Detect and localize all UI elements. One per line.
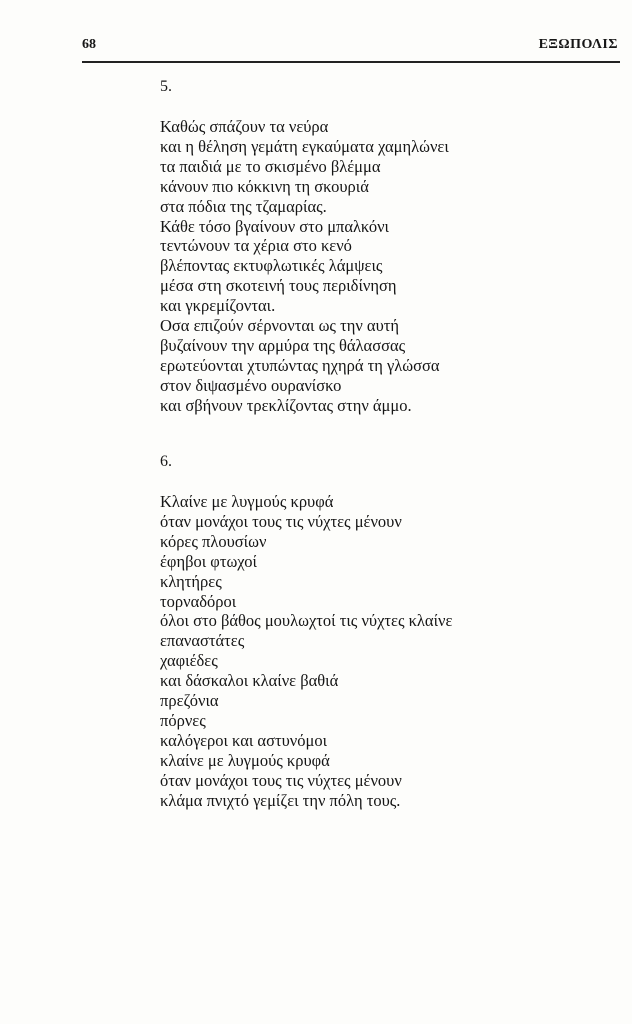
poem-line: όταν μονάχοι τους τις νύχτες μένουν (160, 511, 402, 531)
poem-line: κάνουν πιο κόκκινη τη σκουριά (160, 176, 369, 196)
poem-line: μέσα στη σκοτεινή τους περιδίνηση (160, 276, 397, 296)
poem-line: κόρες πλουσίων (160, 531, 267, 551)
poem-line: και η θέληση γεμάτη εγκαύματα χαμηλώνει (160, 136, 449, 156)
poem-line: καλόγεροι και αστυνόμοι (160, 730, 328, 750)
page-number: 68 (82, 37, 96, 52)
poem-line: βλέποντας εκτυφλωτικές λάμψεις (160, 256, 383, 276)
poem-line: πόρνες (160, 710, 206, 730)
poem-line: Κλαίνε με λυγμούς κρυφά (160, 492, 334, 511)
poem-line: πρεζόνια (160, 691, 219, 711)
poem-line: τορναδόροι (160, 591, 237, 611)
poem-line: όλοι στο βάθος μουλωχτοί τις νύχτες κλαίνε (160, 611, 453, 631)
poem-line: τεντώνουν τα χέρια στο κενό (160, 236, 352, 256)
poem-line: Οσα επιζούν σέρνονται ως την αυτή (160, 316, 400, 336)
poem-line: κλαίνε με λυγμούς κρυφά (160, 750, 330, 770)
poem-line: όταν μονάχοι τους τις νύχτες μένουν (160, 770, 402, 790)
poem-line: κλητήρες (160, 571, 222, 591)
poem-line: χαφιέδες (160, 651, 218, 671)
poem-line: τα παιδιά με το σκισμένο βλέμμα (160, 156, 381, 176)
poem-line: επαναστάτες (160, 631, 245, 651)
poem-line: στα πόδια της τζαμαρίας. (160, 196, 327, 216)
poem-line: βυζαίνουν την αρμύρα της θάλασσας (160, 335, 406, 355)
poem-number-6: 6. (160, 453, 172, 470)
header-rule (82, 61, 620, 63)
poem-line: στον διψασμένο ουρανίσκο (160, 375, 342, 395)
poem-line: και δάσκαλοι κλαίνε βαθιά (160, 671, 339, 691)
poem-line: Κάθε τόσο βγαίνουν στο μπαλκόνι (160, 216, 389, 236)
poem-line: κλάμα πνιχτό γεμίζει την πόλη τους. (160, 790, 401, 810)
running-title: ΕΞΩΠΟΛΙΣ (538, 37, 618, 52)
poem-number-5: 5. (160, 78, 172, 95)
poem-5-text (160, 117, 449, 416)
poem-6-text (160, 492, 452, 811)
poem-line: Καθώς σπάζουν τα νεύρα (160, 117, 329, 136)
poem-line: ερωτεύονται χτυπώντας ηχηρά τη γλώσσα (160, 355, 440, 375)
poem-line: και σβήνουν τρεκλίζοντας στην άμμο. (160, 395, 412, 415)
poem-line: έφηβοι φτωχοί (160, 551, 257, 571)
poem-line: και γκρεμίζονται. (160, 296, 276, 316)
